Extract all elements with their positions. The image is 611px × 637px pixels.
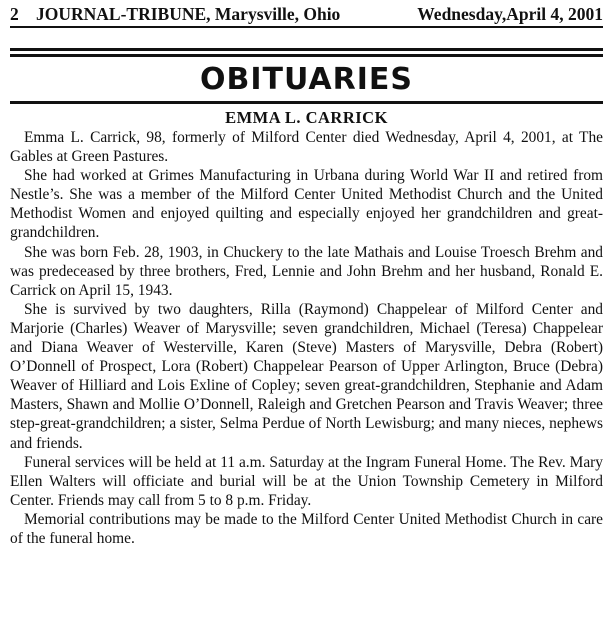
article-paragraph: Memorial contributions may be made to the Milford Center United Methodist Church in care of the funeral home. bbox=[10, 510, 603, 547]
article-headline: EMMA L. CARRICK bbox=[225, 108, 388, 127]
masthead bbox=[10, 4, 603, 24]
section-title: OBITUARIES bbox=[199, 62, 413, 97]
section-top-rule bbox=[10, 48, 603, 57]
article-body bbox=[10, 128, 603, 548]
article-paragraph: She had worked at Grimes Manufacturing in Urbana during World War II and retired from Nestle’s. She was a member of the Milford Center United Methodist Church and the United Methodist Women and enjoyed quilting and especially enjoyed her grandchildren and great-grandchildren. bbox=[10, 167, 603, 242]
article-paragraph: She was born Feb. 28, 1903, in Chuckery to the late Mathais and Louise Troesch Brehm and was predeceased by three brothers, Fred, Lennie and John Brehm and her husband, Ronald E. Carrick on April 15, 1943. bbox=[10, 243, 603, 299]
article-paragraph: Emma L. Carrick, 98, formerly of Milford Center died Wednesday, April 4, 2001, at The Gables at Green Pastures. bbox=[10, 129, 603, 166]
masthead-rule bbox=[10, 26, 603, 28]
page-number: 2 bbox=[10, 4, 19, 24]
article-paragraph: She is survived by two daughters, Rilla (Raymond) Chappelear of Milford Center and Marjorie (Charles) Weaver of Marysville; seven grandchildren, Michael (Teresa) Chappelear and Diana Weaver of Westerville, Karen (Steve) Masters of Marysville, Debra (Robert) O’Donnell of Prospect, Lora (Robert) Chappelear Pearson of Upper Arlington, Bruce (Debra) Weaver of Hilliard and Lois Exline of Copley; seven great-grandchildren, Stephanie and Adam Masters, Shawn and Mollie O’Donnell, Raleigh and Gretchen Pearson and Travis Weaver; three step-great-grandchildren; a sister, Selma Perdue of North Lewisburg; and many nieces, nephews and friends. bbox=[10, 300, 603, 452]
paper-name: JOURNAL-TRIBUNE, Marysville, Ohio bbox=[36, 4, 341, 24]
obituary-article bbox=[10, 108, 603, 548]
article-paragraph: Funeral services will be held at 11 a.m. Saturday at the Ingram Funeral Home. The Rev. Mary Ellen Walters will officiate and burial will be at the Union Township Cemetery in Milford Center. Friends may call from 5 to 8 p.m. Friday. bbox=[10, 453, 603, 509]
issue-date: Wednesday,April 4, 2001 bbox=[417, 4, 603, 24]
section-bottom-rule bbox=[10, 101, 603, 104]
